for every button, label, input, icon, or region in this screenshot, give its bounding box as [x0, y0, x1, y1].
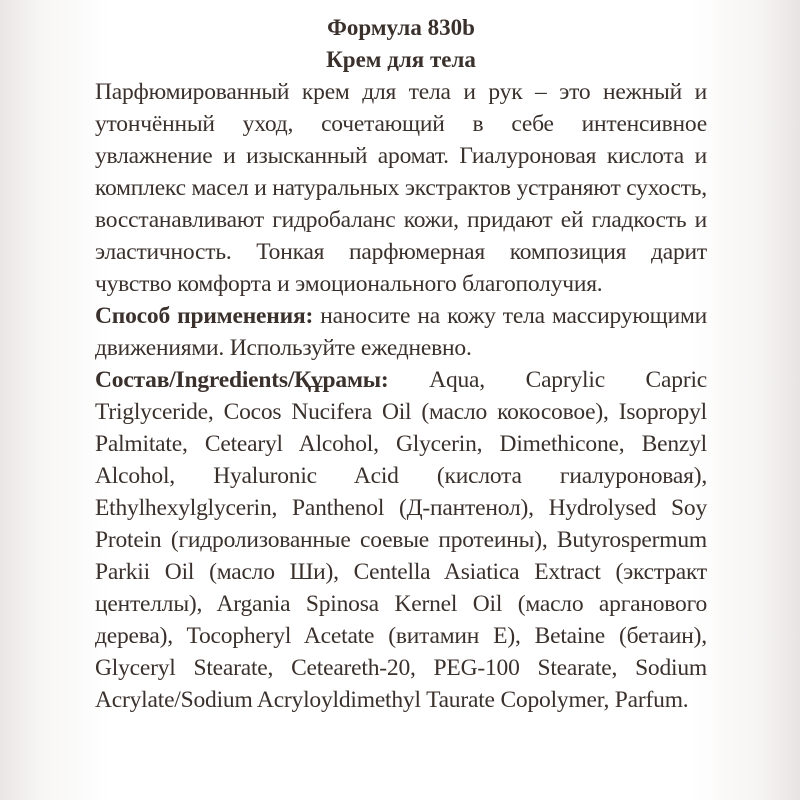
ingredients-text: Aqua, Caprylic Capric Triglyceride, Cocos Nucifera Oil (масло кокосовое), Isopropyl Palmitate, Cetearyl Alcohol, Glycerin, Dimethicone, Benzyl Alcohol, Hyaluronic Acid (кислота гиалуроновая), Ethylhexylglycerin, Panthenol (Д-пантенол), Hydrolysed Soy Protein (гидролизованные соевые протеины), Butyrospermum Parkii Oil (масло Ши), Centella Asiatica Extract (экстракт центеллы), Argania Spinosa Kernel Oil (масло арганового дерева), Tocopheryl Acetate (витамин E), Betaine (бетаин), Glyceryl Stearate, Ceteareth-20, PEG-100 Stearate, Sodium Acrylate/Sodium Acryloyldimethyl Taurate Copolymer, Parfum. — [95, 367, 707, 713]
label-text-block — [95, 12, 707, 716]
usage-label: Способ применения: — [95, 303, 314, 329]
usage-section — [95, 300, 707, 364]
ingredients-label: Состав/Ingredients/Құрамы: — [95, 367, 389, 393]
product-title: Формула 830b — [327, 15, 475, 40]
product-description: Парфюмированный крем для тела и рук – это нежный и утончённый уход, сочетающий в себе интенсивное увлажнение и изысканный аромат. Гиалуроновая кислота и комплекс масел и натуральных экстрактов устраняют сухость, восстанавливают гидробаланс кожи, придают ей гладкость и эластичность. Тонкая парфюмерная композиция дарит чувство комфорта и эмоционального благополучия. — [95, 79, 707, 297]
ingredients-section — [95, 364, 707, 716]
usage-text: наносите на кожу тела массирующими движениями. Используйте ежедневно. — [95, 303, 707, 361]
product-subtitle: Крем для тела — [326, 47, 476, 72]
